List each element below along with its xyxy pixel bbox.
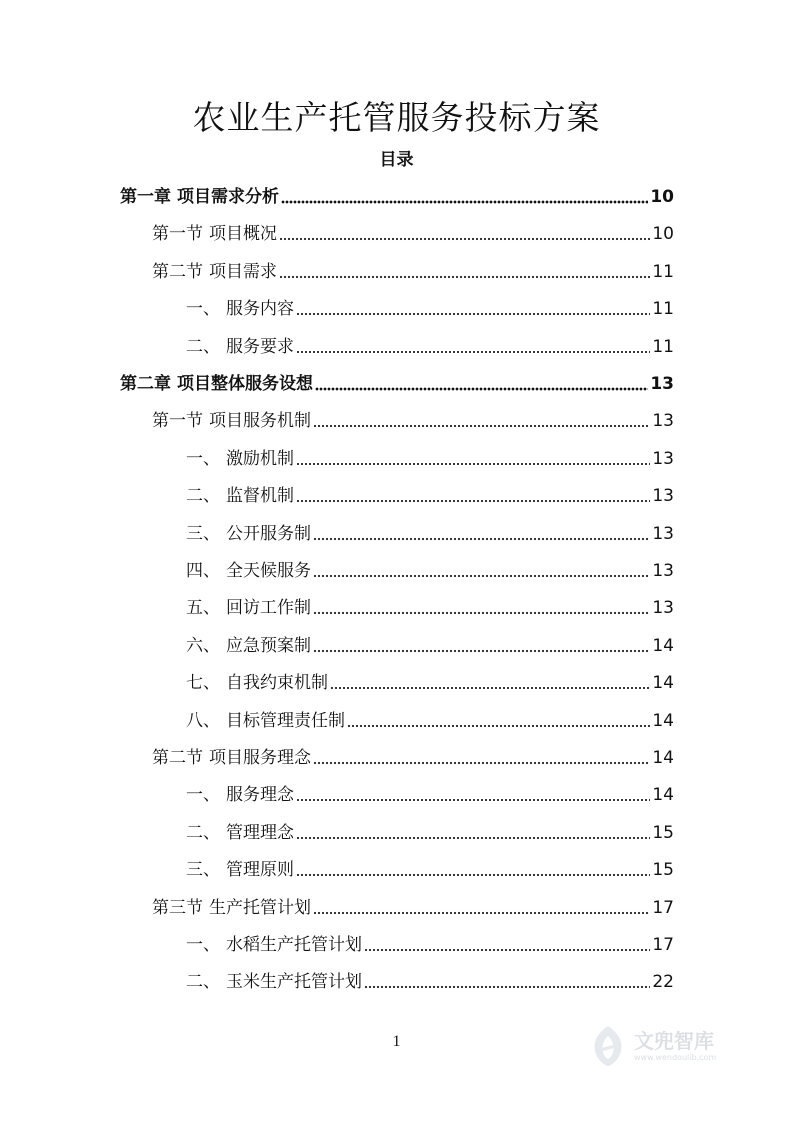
toc-entry-page: 14 [652, 635, 674, 656]
toc-dot-leader [313, 751, 650, 765]
toc-entry-label [186, 971, 362, 993]
toc-entry-number: 第二章 [120, 374, 171, 394]
toc-entry[interactable] [120, 367, 674, 395]
toc-entry-title: 项目服务机制 [209, 411, 311, 432]
watermark [588, 1018, 758, 1074]
toc-dot-leader [364, 975, 650, 989]
toc-entry[interactable] [186, 591, 674, 619]
toc-entry-title: 回访工作制 [226, 598, 311, 619]
toc-dot-leader [296, 788, 650, 802]
toc-dot-leader [296, 452, 650, 466]
toc-entry-number: 第三节 [152, 897, 203, 918]
toc-entry-label [186, 635, 311, 657]
toc-entry-label [186, 859, 294, 881]
toc-entry-title: 全天候服务 [226, 561, 311, 581]
toc-entry-title: 项目需求分析 [177, 187, 279, 207]
toc-entry-number: 七、 [186, 673, 220, 694]
toc-dot-leader [315, 377, 648, 391]
toc-entry-page: 17 [652, 897, 674, 918]
toc-entry-label [186, 822, 294, 844]
toc-dot-leader [347, 714, 650, 728]
toc-entry-number: 二、 [186, 822, 220, 843]
toc-entry-title: 激励机制 [226, 448, 294, 469]
toc-entry-number: 二、 [186, 486, 220, 507]
toc-entry-label [186, 784, 294, 806]
toc-entry-number: 二、 [186, 336, 220, 357]
toc-entry-title: 玉米生产托管计划 [226, 972, 362, 993]
toc-dot-leader [296, 489, 650, 503]
toc-entry[interactable] [186, 330, 674, 358]
toc-entry[interactable] [186, 853, 674, 881]
toc-entry[interactable] [186, 928, 674, 956]
toc-entry-label [152, 747, 311, 769]
toc-entry-title: 服务理念 [226, 785, 294, 806]
toc-dot-leader [296, 863, 650, 877]
toc-entry[interactable] [186, 554, 674, 582]
page-number: 1 [392, 1033, 401, 1050]
toc-dot-leader [330, 676, 650, 690]
toc-dot-leader [313, 639, 650, 653]
toc-entry-number: 三、 [186, 860, 220, 881]
watermark-url: www.wendoulib.com [634, 1052, 717, 1062]
toc-entry-title: 生产托管计划 [209, 897, 311, 918]
toc-entry-title: 监督机制 [226, 486, 294, 507]
toc-entry-label [152, 223, 277, 245]
toc-entry-title: 项目概况 [209, 224, 277, 245]
toc-entry-title: 应急预案制 [226, 635, 311, 656]
toc-entry-number: 六、 [186, 635, 220, 656]
toc-dot-leader [279, 227, 650, 241]
toc-entry-number: 第二节 [152, 261, 203, 282]
toc-entry[interactable] [186, 517, 674, 545]
toc-dot-leader [313, 527, 650, 541]
toc-entry-number: 一、 [186, 299, 220, 320]
toc-entry[interactable] [186, 479, 674, 507]
toc-entry[interactable] [120, 180, 674, 208]
toc-entry-label [186, 597, 311, 619]
toc-entry-page: 14 [652, 673, 674, 694]
toc-entry-label [186, 448, 294, 470]
toc-entry[interactable] [186, 965, 674, 993]
toc-entry-title: 项目服务理念 [209, 748, 311, 768]
toc-entry-label [186, 485, 294, 507]
toc-entry-page: 10 [652, 224, 674, 245]
toc-entry-label [186, 672, 328, 694]
toc-dot-leader [296, 826, 650, 840]
toc-entry-number: 一、 [186, 935, 220, 955]
toc-dot-leader [364, 938, 650, 952]
toc-entry-number: 八、 [186, 710, 220, 731]
toc-entry-number: 三、 [186, 523, 220, 544]
toc-entry-title: 自我约束机制 [226, 673, 328, 694]
toc-heading: 目录 [379, 150, 414, 170]
toc-entry-number: 一、 [186, 448, 220, 469]
toc-dot-leader [296, 340, 650, 354]
toc-entry-page: 13 [652, 523, 674, 544]
toc-entry-page: 15 [652, 860, 674, 881]
toc-dot-leader [313, 414, 650, 428]
toc-entry-number: 第二节 [152, 748, 203, 768]
toc-entry-title: 目标管理责任制 [226, 710, 345, 731]
toc-entry-page: 13 [650, 374, 674, 394]
wendou-logo-icon [588, 1024, 628, 1068]
toc-dot-leader [313, 901, 650, 915]
toc-entry-page: 14 [652, 748, 674, 768]
toc-entry-title: 公开服务制 [226, 523, 311, 544]
toc-entry-page: 14 [652, 710, 674, 731]
toc-entry-page: 10 [650, 187, 674, 207]
toc-entry[interactable] [186, 778, 674, 806]
toc-entry-title: 项目整体服务设想 [177, 374, 313, 394]
toc-entry[interactable] [186, 666, 674, 694]
toc-entry-title: 管理理念 [226, 822, 294, 843]
toc-entry-title: 服务要求 [226, 336, 294, 357]
toc-entry-label [186, 298, 294, 320]
toc-entry-title: 项目需求 [209, 261, 277, 282]
toc-entry-page: 11 [652, 299, 674, 320]
toc-entry[interactable] [152, 404, 674, 432]
toc-entry[interactable] [152, 741, 674, 769]
toc-entry-label [186, 336, 294, 358]
watermark-name: 文兜智库 [634, 1028, 714, 1053]
toc-entry[interactable] [186, 816, 674, 844]
toc-entry[interactable] [186, 292, 674, 320]
toc-entry[interactable] [152, 255, 674, 283]
toc-entry-page: 14 [652, 785, 674, 806]
toc-entry-title: 水稻生产托管计划 [226, 935, 362, 955]
toc-entry-number: 五、 [186, 598, 220, 619]
toc-entry-page: 13 [652, 486, 674, 507]
toc-entry-number: 第一节 [152, 224, 203, 245]
toc-entry-label [120, 186, 279, 208]
toc-entry[interactable] [186, 704, 674, 732]
toc-entry-label [186, 560, 311, 582]
toc-dot-leader [281, 190, 648, 204]
toc-entry[interactable] [186, 629, 674, 657]
toc-entry-page: 22 [652, 972, 674, 993]
toc-entry[interactable] [186, 442, 674, 470]
toc-entry-number: 二、 [186, 972, 220, 993]
toc-entry-title: 服务内容 [226, 299, 294, 320]
toc-entry-page: 15 [652, 822, 674, 843]
toc-entry[interactable] [152, 217, 674, 245]
toc-entry-page: 13 [652, 448, 674, 469]
toc-entry-label [186, 523, 311, 545]
toc-entry-number: 四、 [186, 561, 220, 581]
toc-entry-title: 管理原则 [226, 860, 294, 881]
toc-entry-label [152, 897, 311, 919]
toc-entry-number: 一、 [186, 785, 220, 806]
document-title: 农业生产托管服务投标方案 [192, 98, 601, 137]
toc-entry-label [186, 934, 362, 956]
toc-entry-page: 13 [652, 561, 674, 581]
toc-entry-page: 13 [652, 598, 674, 619]
toc-dot-leader [279, 265, 650, 279]
toc-entry-page: 13 [652, 411, 674, 432]
toc-dot-leader [296, 302, 650, 316]
toc-entry-label [120, 373, 313, 395]
toc-dot-leader [313, 564, 650, 578]
toc-entry-page: 11 [652, 336, 674, 357]
toc-entry-label [152, 410, 311, 432]
toc-entry-page: 17 [652, 935, 674, 955]
toc-entry-label [186, 710, 345, 732]
toc-entry-page: 11 [652, 261, 674, 282]
toc-dot-leader [313, 601, 650, 615]
toc-entry-number: 第一章 [120, 187, 171, 207]
toc-entry-number: 第一节 [152, 411, 203, 432]
toc-entry-label [152, 261, 277, 283]
toc-entry[interactable] [152, 891, 674, 919]
